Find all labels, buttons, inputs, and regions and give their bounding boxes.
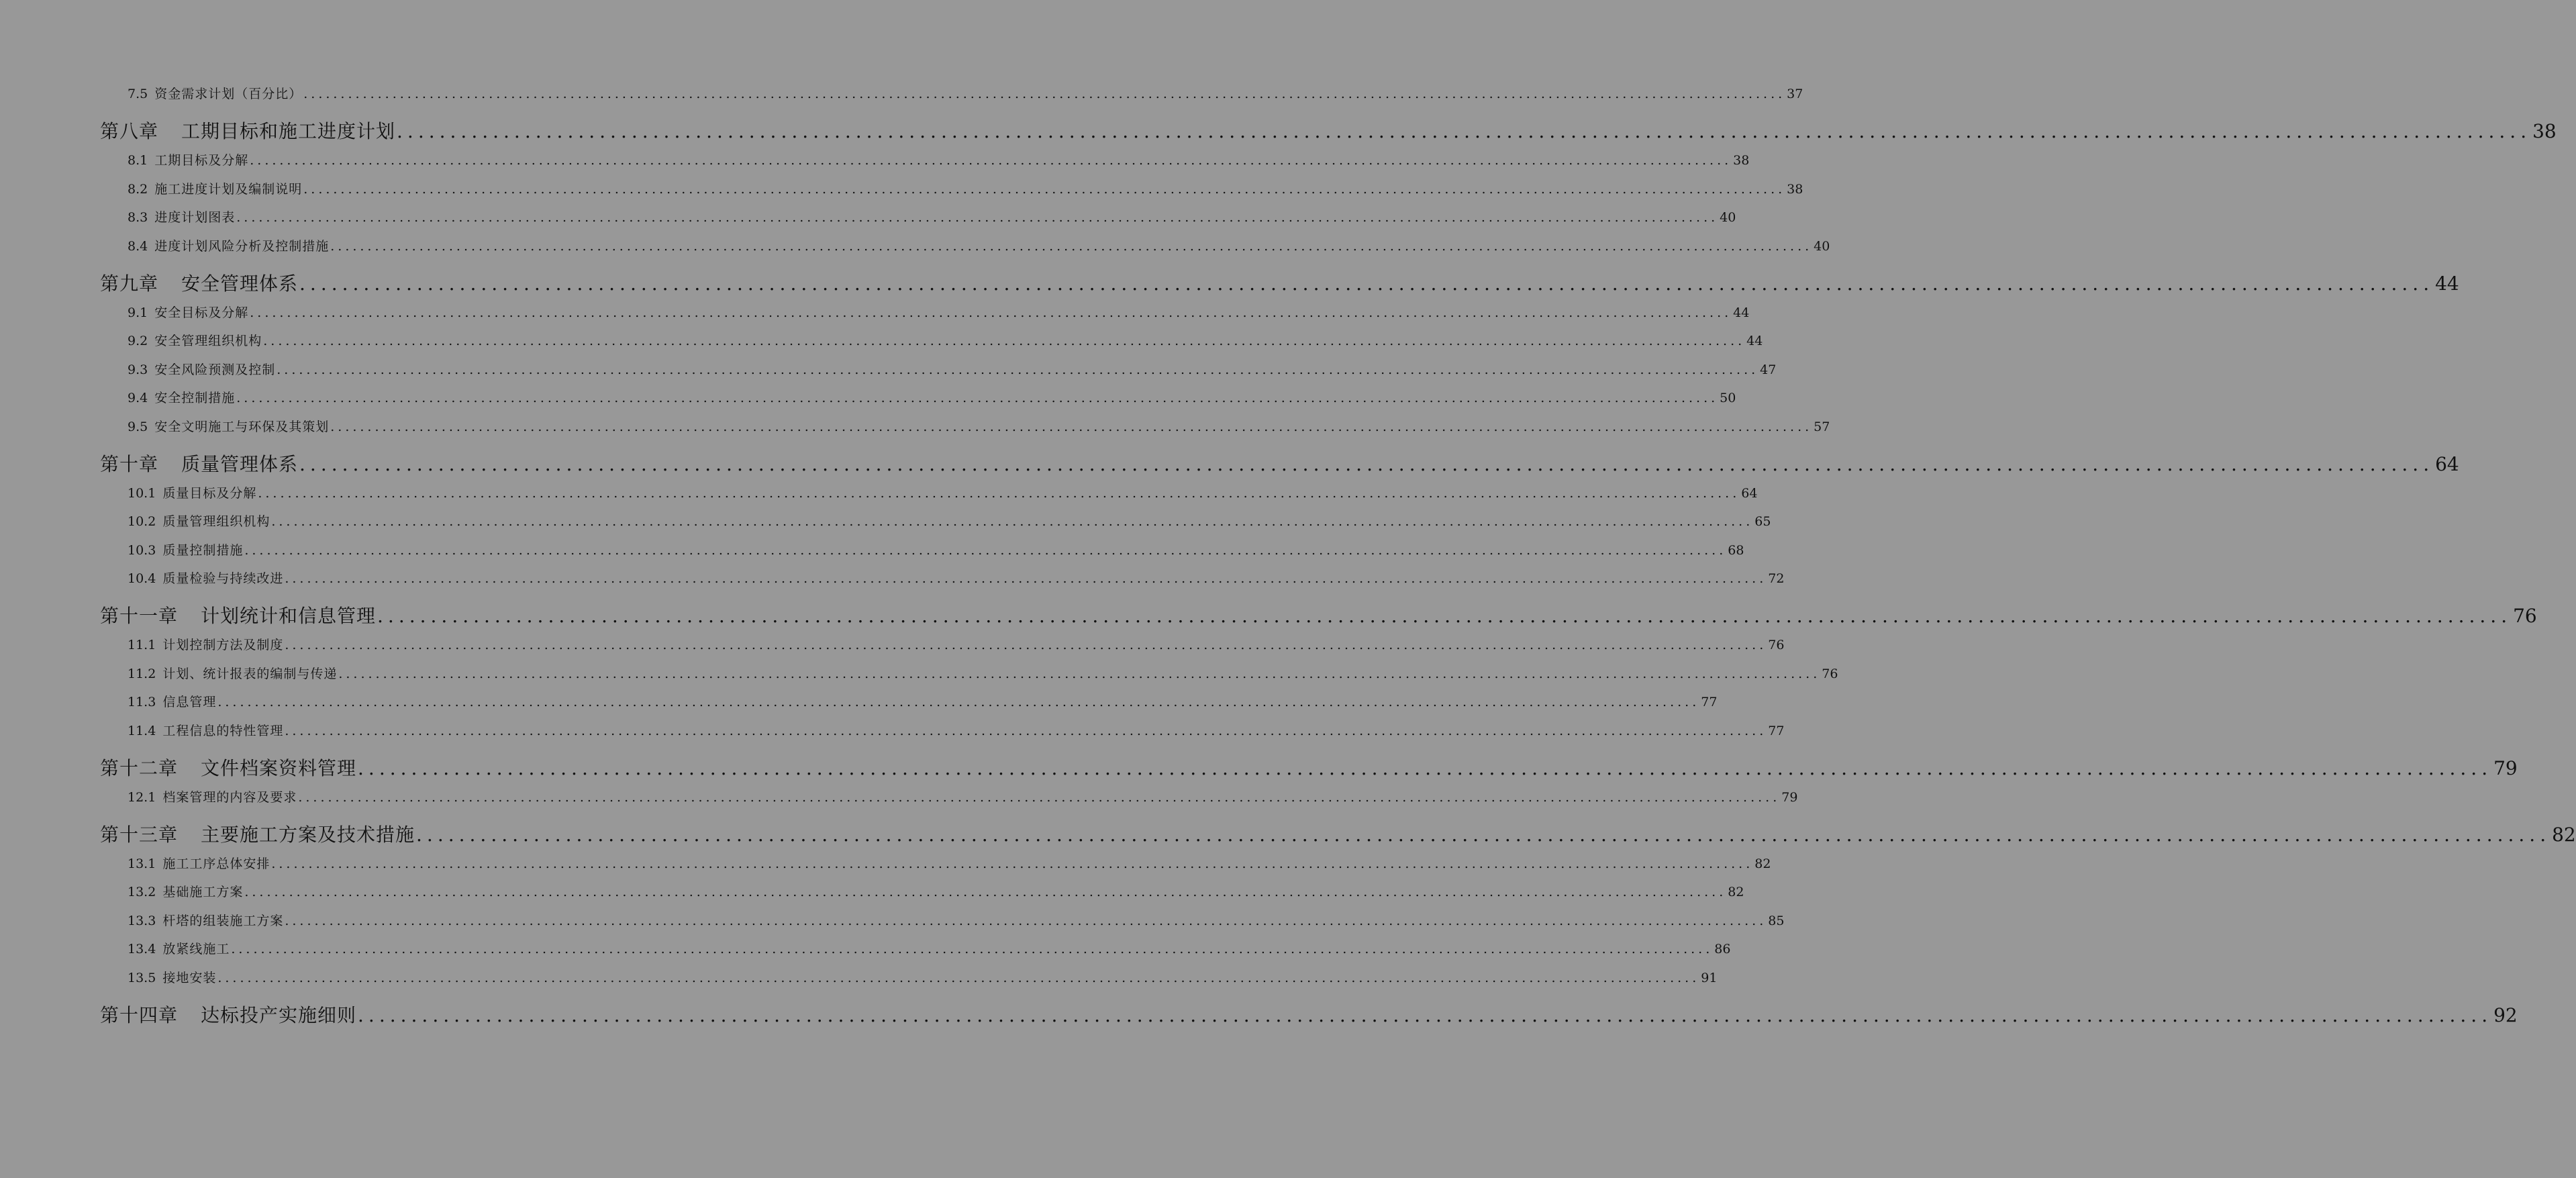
toc-section-entry[interactable] (128, 511, 1771, 536)
toc-dot-leader: ........................................................................................................................................................................................................ (303, 181, 1786, 197)
toc-entry-title: 进度计划风险分析及控制措施 (154, 238, 330, 254)
toc-entry-title: 档案管理的内容及要求 (162, 789, 297, 805)
toc-dot-leader: ........................................................................................................................................................................................................ (250, 153, 1732, 168)
toc-entry-page-number: 64 (1741, 485, 1758, 501)
toc-dot-leader: ........................................................................................................................................................................................................ (397, 120, 2532, 142)
toc-dot-leader: ........................................................................................................................................................................................................ (330, 419, 1813, 434)
toc-entry-number: 10.4 (128, 571, 156, 586)
toc-entry-number: 第十二章 (100, 756, 179, 779)
toc-dot-leader: ........................................................................................................................................................................................................ (285, 723, 1767, 738)
toc-entry-title: 施工进度计划及编制说明 (154, 181, 303, 197)
toc-entry-page-number: 91 (1701, 970, 1718, 985)
toc-entry-title: 基础施工方案 (162, 885, 244, 899)
toc-section-entry[interactable] (128, 569, 1785, 593)
toc-entry-number: 8.4 (128, 238, 148, 254)
toc-dot-leader: ........................................................................................................................................................................................................ (298, 789, 1781, 805)
toc-entry-number: 12.1 (128, 789, 156, 805)
toc-entry-title: 计划、统计报表的编制与传递 (162, 666, 338, 681)
toc-dot-leader: ........................................................................................................................................................................................................ (358, 756, 2493, 779)
toc-dot-leader: ........................................................................................................................................................................................................ (217, 970, 1700, 985)
toc-entry-number: 第十三章 (100, 823, 179, 846)
toc-entry-page-number: 40 (1720, 210, 1736, 225)
toc-entry-number: 13.5 (128, 970, 156, 985)
toc-entry-title: 质量控制措施 (162, 542, 244, 558)
toc-section-entry[interactable] (128, 635, 1785, 659)
toc-section-entry[interactable] (128, 911, 1785, 935)
toc-section-entry[interactable] (128, 664, 1838, 688)
toc-chapter-entry[interactable] (100, 269, 2459, 300)
toc-entry-title: 工期目标及分解 (154, 153, 249, 168)
toc-dot-leader: ........................................................................................................................................................................................................ (285, 571, 1767, 586)
toc-dot-leader: ........................................................................................................................................................................................................ (258, 485, 1740, 501)
toc-entry-title: 安全风险预测及控制 (154, 362, 276, 377)
toc-entry-number: 第八章 (100, 120, 159, 142)
toc-dot-leader: ........................................................................................................................................................................................................ (244, 542, 1727, 558)
toc-dot-leader: ........................................................................................................................................................................................................ (416, 823, 2551, 846)
toc-entry-title: 安全目标及分解 (154, 305, 249, 320)
toc-entry-title: 安全文明施工与环保及其策划 (154, 419, 330, 434)
toc-section-entry[interactable] (128, 150, 1750, 175)
toc-entry-title: 主要施工方案及技术措施 (201, 823, 415, 846)
toc-entry-page-number: 44 (2435, 272, 2459, 295)
toc-entry-title: 安全控制措施 (154, 391, 236, 405)
toc-section-entry[interactable] (128, 179, 1803, 203)
toc-entry-page-number: 79 (1781, 789, 1798, 805)
toc-chapter-entry[interactable] (100, 601, 2537, 632)
toc-section-entry[interactable] (128, 84, 1803, 108)
toc-dot-leader: ........................................................................................................................................................................................................ (303, 87, 1786, 101)
toc-entry-title: 达标投产实施细则 (201, 1003, 357, 1026)
toc-entry-number: 9.4 (128, 391, 148, 405)
toc-entry-title: 计划统计和信息管理 (201, 605, 377, 627)
toc-chapter-entry[interactable] (100, 117, 2557, 148)
toc-entry-number: 13.3 (128, 913, 156, 928)
toc-entry-title: 质量检验与持续改进 (162, 571, 284, 586)
toc-section-entry[interactable] (128, 417, 1830, 441)
toc-entry-title: 文件档案资料管理 (201, 756, 357, 779)
toc-chapter-entry[interactable] (100, 450, 2459, 481)
toc-entry-number: 10.2 (128, 514, 156, 529)
toc-entry-page-number: 57 (1814, 419, 1830, 434)
toc-entry-page-number: 65 (1754, 514, 1771, 529)
toc-section-entry[interactable] (128, 236, 1830, 260)
toc-entry-number: 第十章 (100, 452, 159, 475)
toc-entry-title: 安全管理体系 (181, 272, 299, 295)
toc-section-entry[interactable] (128, 692, 1718, 716)
toc-dot-leader: ........................................................................................................................................................................................................ (330, 238, 1813, 254)
toc-entry-page-number: 38 (1787, 181, 1803, 197)
toc-dot-leader: ........................................................................................................................................................................................................ (231, 942, 1714, 956)
toc-entry-page-number: 44 (1746, 334, 1763, 348)
toc-entry-number: 9.5 (128, 419, 148, 434)
toc-entry-number: 13.1 (128, 856, 156, 871)
toc-entry-number: 11.4 (128, 723, 156, 738)
toc-entry-page-number: 38 (2532, 120, 2557, 142)
toc-entry-page-number: 76 (1768, 638, 1785, 652)
toc-section-entry[interactable] (128, 787, 1798, 812)
toc-entry-number: 8.2 (128, 181, 148, 197)
toc-entry-page-number: 72 (1768, 571, 1785, 586)
toc-entry-number: 11.1 (128, 638, 156, 652)
toc-dot-leader: ........................................................................................................................................................................................................ (377, 605, 2512, 627)
toc-dot-leader: ........................................................................................................................................................................................................ (299, 272, 2434, 295)
toc-section-entry[interactable] (128, 968, 1718, 992)
toc-dot-leader: ........................................................................................................................................................................................................ (285, 638, 1767, 652)
toc-dot-leader: ........................................................................................................................................................................................................ (277, 362, 1759, 377)
toc-section-entry[interactable] (128, 540, 1744, 565)
toc-entry-number: 10.3 (128, 542, 156, 558)
toc-entry-page-number: 79 (2493, 756, 2518, 779)
toc-chapter-entry[interactable] (100, 754, 2518, 785)
toc-entry-page-number: 38 (1733, 153, 1750, 168)
toc-entry-page-number: 47 (1760, 362, 1777, 377)
toc-section-entry[interactable] (128, 388, 1736, 412)
toc-chapter-entry[interactable] (100, 1001, 2518, 1032)
toc-entry-page-number: 64 (2435, 452, 2459, 475)
toc-section-entry[interactable] (128, 303, 1750, 327)
toc-dot-leader: ........................................................................................................................................................................................................ (236, 210, 1719, 225)
toc-entry-title: 计划控制方法及制度 (162, 638, 284, 652)
toc-dot-leader: ........................................................................................................................................................................................................ (358, 1003, 2493, 1026)
toc-entry-page-number: 86 (1714, 942, 1731, 956)
toc-entry-title: 质量管理组织机构 (162, 514, 270, 529)
toc-dot-leader: ........................................................................................................................................................................................................ (285, 913, 1767, 928)
toc-entry-page-number: 82 (1754, 856, 1771, 871)
toc-entry-number: 第十一章 (100, 605, 179, 627)
toc-entry-number: 11.3 (128, 695, 156, 709)
toc-entry-page-number: 82 (1728, 885, 1744, 899)
toc-dot-leader: ........................................................................................................................................................................................................ (338, 666, 1821, 681)
toc-entry-title: 接地安装 (162, 970, 217, 985)
toc-section-entry[interactable] (128, 939, 1731, 963)
toc-section-entry[interactable] (128, 721, 1785, 745)
toc-dot-leader: ........................................................................................................................................................................................................ (263, 334, 1746, 348)
toc-entry-page-number: 44 (1733, 305, 1750, 320)
toc-section-entry[interactable] (128, 207, 1736, 232)
toc-entry-page-number: 37 (1787, 87, 1803, 101)
toc-entry-page-number: 76 (2513, 605, 2537, 627)
toc-entry-title: 信息管理 (162, 695, 217, 709)
toc-entry-page-number: 77 (1768, 723, 1785, 738)
toc-dot-leader: ........................................................................................................................................................................................................ (271, 514, 1754, 529)
toc-entry-title: 工期目标和施工进度计划 (181, 120, 396, 142)
toc-entry-title: 进度计划图表 (154, 210, 236, 225)
toc-entry-page-number: 40 (1814, 238, 1830, 254)
toc-entry-number: 9.1 (128, 305, 148, 320)
toc-dot-leader: ........................................................................................................................................................................................................ (217, 695, 1700, 709)
toc-entry-number: 9.3 (128, 362, 148, 377)
toc-chapter-entry[interactable] (100, 820, 2576, 851)
toc-entry-page-number: 77 (1701, 695, 1718, 709)
toc-section-entry[interactable] (128, 882, 1744, 906)
toc-entry-title: 杆塔的组装施工方案 (162, 913, 284, 928)
toc-dot-leader: ........................................................................................................................................................................................................ (244, 885, 1727, 899)
toc-entry-number: 8.1 (128, 153, 148, 168)
toc-entry-title: 施工工序总体安排 (162, 856, 270, 871)
toc-entry-title: 安全管理组织机构 (154, 334, 262, 348)
toc-entry-title: 资金需求计划（百分比） (154, 87, 303, 101)
toc-entry-title: 质量目标及分解 (162, 485, 257, 501)
toc-entry-title: 质量管理体系 (181, 452, 299, 475)
toc-section-entry[interactable] (128, 483, 1758, 507)
toc-entry-page-number: 82 (2552, 823, 2576, 846)
toc-entry-number: 8.3 (128, 210, 148, 225)
toc-entry-number: 13.2 (128, 885, 156, 899)
toc-dot-leader: ........................................................................................................................................................................................................ (271, 856, 1754, 871)
toc-section-entry[interactable] (128, 331, 1763, 355)
toc-entry-number: 11.2 (128, 666, 156, 681)
toc-entry-page-number: 68 (1728, 542, 1744, 558)
toc-dot-leader: ........................................................................................................................................................................................................ (299, 452, 2434, 475)
toc-entry-number: 9.2 (128, 334, 148, 348)
toc-entry-title: 工程信息的特性管理 (162, 723, 284, 738)
toc-dot-leader: ........................................................................................................................................................................................................ (250, 305, 1732, 320)
toc-entry-page-number: 76 (1822, 666, 1838, 681)
toc-entry-page-number: 50 (1720, 391, 1736, 405)
toc-entry-title: 放紧线施工 (162, 942, 230, 956)
toc-entry-page-number: 85 (1768, 913, 1785, 928)
toc-entry-number: 第九章 (100, 272, 159, 295)
toc-entry-number: 10.1 (128, 485, 156, 501)
toc-entry-number: 7.5 (128, 87, 148, 101)
toc-dot-leader: ........................................................................................................................................................................................................ (236, 391, 1719, 405)
toc-section-entry[interactable] (128, 360, 1777, 384)
toc-entry-number: 第十四章 (100, 1003, 179, 1026)
toc-entry-number: 13.4 (128, 942, 156, 956)
toc-entry-page-number: 92 (2493, 1003, 2518, 1026)
toc-section-entry[interactable] (128, 854, 1771, 878)
